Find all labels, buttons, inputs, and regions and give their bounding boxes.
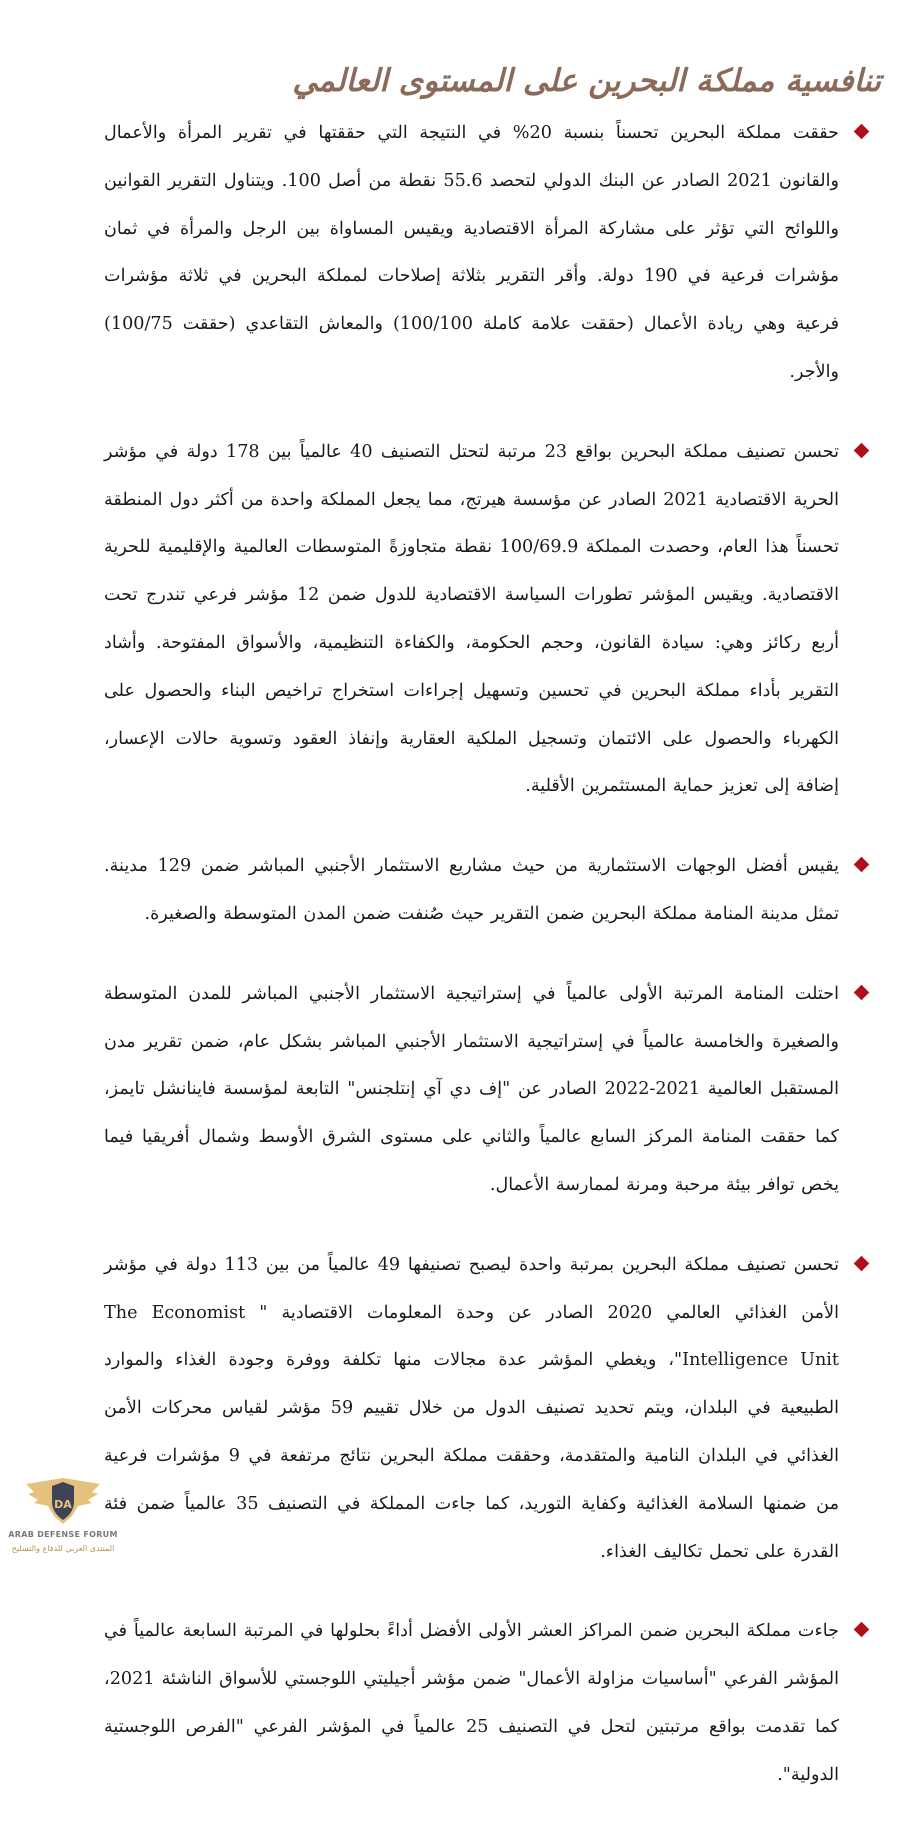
bullet-text: تحسن تصنيف مملكة البحرين بواقع 23 مرتبة لتحتل التصنيف 40 عالمياً بين 178 دولة في مؤشر الحرية الاقتصادية 2021 الصادر عن مؤسسة هيرتج، مما يجعل المملكة واحدة من أكثر دول المنطقة تحسناً هذا العام، وحصدت المملكة 100/69.9 نقطة متجاوزةً المتوسطات العالمية والإقليمية للحرية الاقتصادية. ويقيس المؤشر تطورات السياسة الاقتصادية للدول ضمن 12 مؤشر فرعي تندرج تحت أربع ركائز وهي: سيادة القانون، وحجم الحكومة، والكفاءة التنظيمية، والأسواق المفتوحة. وأشاد التقرير بأداء مملكة البحرين في تحسين وتسهيل إجراءات استخراج تراخيص البناء والحصول على الكهرباء والحصول على الائتمان وتسجيل الملكية العقارية وإنفاذ العقود وتسوية حالات الإعسار، إضافة إلى تعزيز حماية المستثمرين الأقلية. [104, 441, 839, 797]
bullet-text: حققت مملكة البحرين تحسناً بنسبة 20% في النتيجة التي حققتها في تقرير المرأة والأعمال والقانون 2021 الصادر عن البنك الدولي لتحصد 55.6 نقطة من أصل 100. ويتناول التقرير القوانين واللوائح التي تؤثر على مشاركة المرأة الاقتصادية ويقيس المساواة بين الرجل والمرأة في ثمان مؤشرات فرعية في 190 دولة. وأقر التقرير بثلاثة إصلاحات لمملكة البحرين في ثلاثة مؤشرات فرعية وهي ريادة الأعمال (حققت علامة كاملة 100/100) والمعاش التقاعدي (حققت 100/75) والأجر. [104, 123, 839, 382]
bullet-item-2 [104, 429, 839, 811]
diamond-bullet-icon [854, 443, 870, 459]
watermark-arabic-name: المنتدى العربي للدفاع والتسليح [11, 1544, 115, 1553]
diamond-bullet-icon [854, 1255, 870, 1271]
bullet-item-6 [104, 1608, 839, 1799]
watermark-name: ARAB DEFENSE FORUM [8, 1530, 118, 1539]
winged-shield-icon [24, 1472, 102, 1530]
bullet-item-3 [104, 843, 839, 939]
bullet-text: تحسن تصنيف مملكة البحرين بمرتبة واحدة ليصبح تصنيفها 49 عالمياً من بين 113 دولة في مؤشر الأمن الغذائي العالمي 2020 الصادر عن وحدة المعلومات الاقتصادية " The Economist Intelligence Unit"، ويغطي المؤشر عدة مجالات منها تكلفة ووفرة وجودة الغذاء والموارد الطبيعية في البلدان، ويتم تحديد تصنيف الدول من خلال تقييم 59 مؤشر لقياس محركات الأمن الغذائي في البلدان النامية والمتقدمة، وحققت مملكة البحرين نتائج مرتفعة في 9 مؤشرات فرعية من ضمنها السلامة الغذائية وكفاية التوريد، كما جاءت المملكة في التصنيف 35 عالمياً ضمن فئة القدرة على تحمل تكاليف الغذاء. [104, 1254, 839, 1562]
bullet-text: جاءت مملكة البحرين ضمن المراكز العشر الأولى الأفضل أداءً بحلولها في المرتبة السابعة عالمياً في المؤشر الفرعي "أساسيات مزاولة الأعمال" ضمن مؤشر أجيليتي اللوجستي للأسواق الناشئة 2021، كما تقدمت بواقع مرتبتين لتحل في التصنيف 25 عالمياً في المؤشر الفرعي "الفرص اللوجستية الدولية". [104, 1621, 839, 1785]
bullet-item-5 [104, 1242, 839, 1577]
bullet-item-4 [104, 971, 839, 1210]
diamond-bullet-icon [854, 984, 870, 1000]
bullet-text: احتلت المنامة المرتبة الأولى عالمياً في إستراتيجية الاستثمار الأجنبي المباشر للمدن المتوسطة والصغيرة والخامسة عالمياً في إستراتيجية الاستثمار الأجنبي المباشر بشكل عام، ضمن تقرير مدن المستقبل العالمية 2021-2022 الصادر عن "إف دي آي إنتلجنس" التابعة لمؤسسة فاينانشل تايمز، كما حققت المنامة المركز السابع عالمياً والثاني على مستوى الشرق الأوسط وشمال أفريقيا فيما يخص توافر بيئة مرحبة ومرنة لممارسة الأعمال. [104, 983, 840, 1195]
watermark-initials: DA [54, 1498, 72, 1511]
bullet-item-1 [104, 110, 839, 397]
bullet-list [104, 110, 839, 1832]
bullet-text: يقيس أفضل الوجهات الاستثمارية من حيث مشاريع الاستثمار الأجنبي المباشر ضمن 129 مدينة. تمثل مدينة المنامة مملكة البحرين ضمن التقرير حيث صُنفت ضمن المدن المتوسطة والصغيرة. [104, 856, 839, 924]
diamond-bullet-icon [854, 124, 870, 140]
watermark-logo [4, 1472, 122, 1564]
page-title: تنافسية مملكة البحرين على المستوى العالمي [292, 62, 881, 99]
diamond-bullet-icon [854, 857, 870, 873]
diamond-bullet-icon [854, 1622, 870, 1638]
